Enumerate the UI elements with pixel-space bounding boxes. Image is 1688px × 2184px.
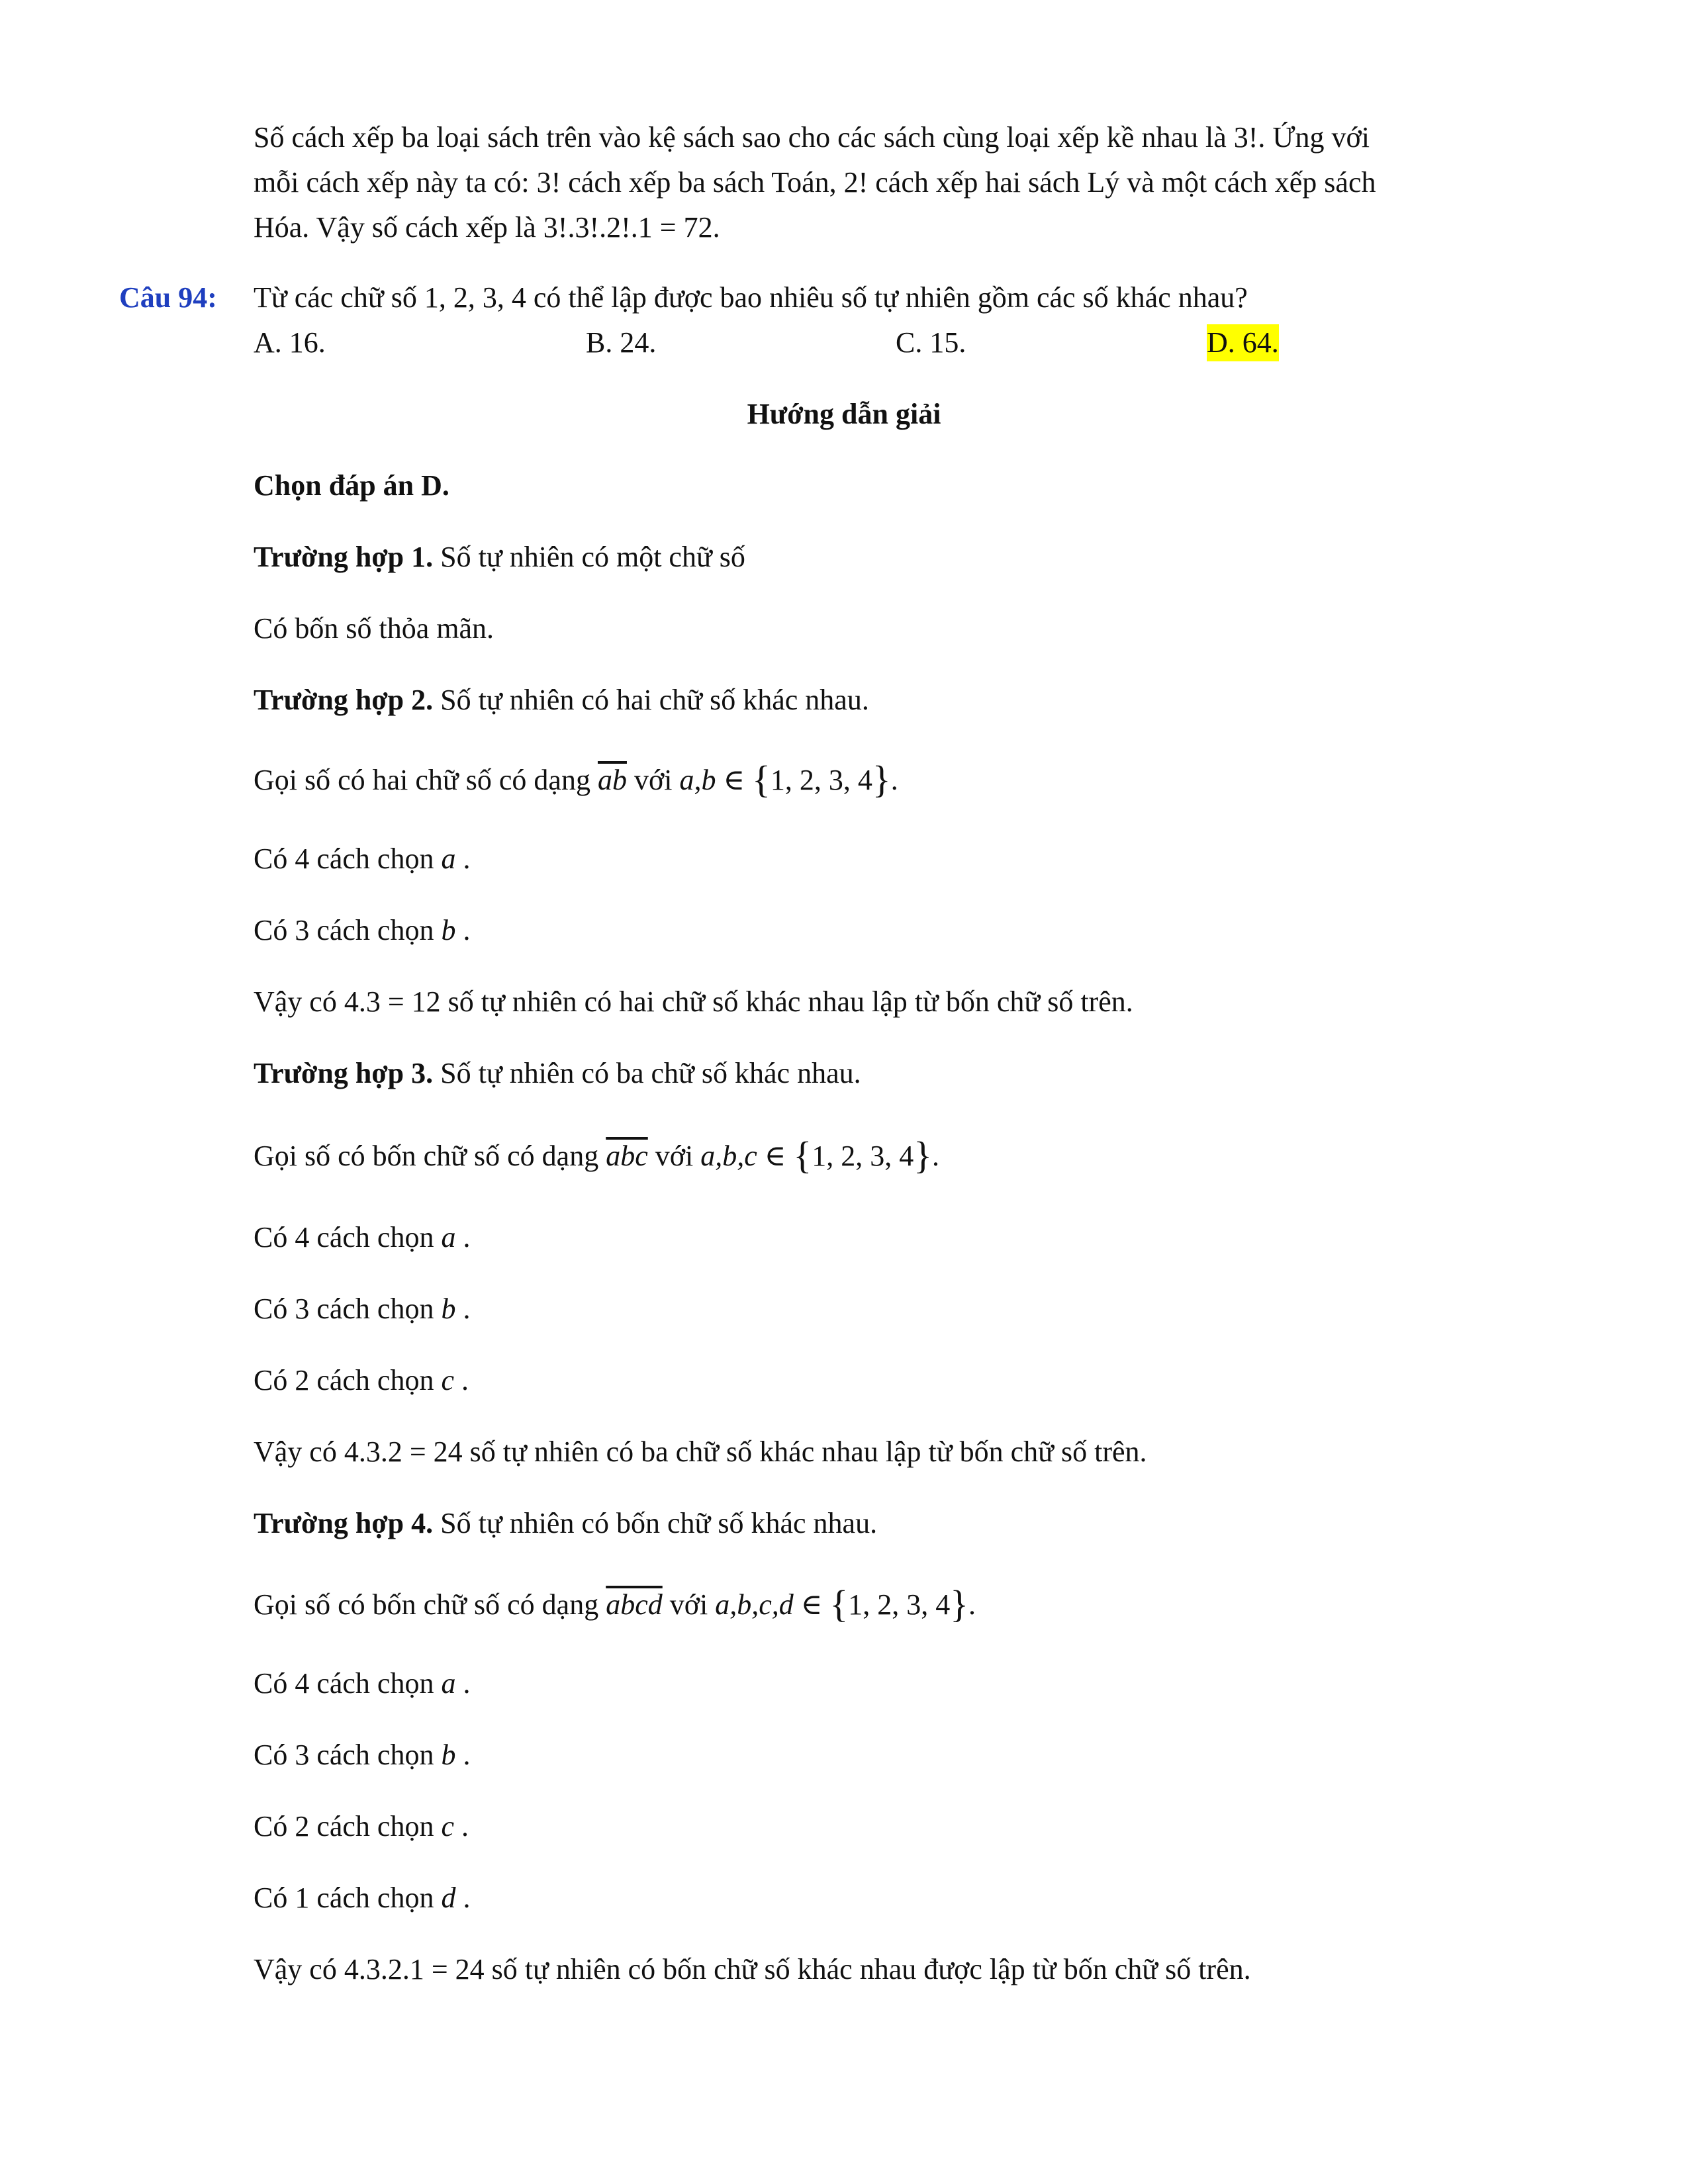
case-4-form-set: 1, 2, 3, 4: [848, 1588, 951, 1621]
answer-choice: Chọn đáp án D.: [254, 469, 449, 502]
case-4-title: Trường hợp 4.: [254, 1507, 434, 1539]
choice-text: Có 4 cách chọn: [254, 842, 442, 875]
choice-var: d: [441, 1882, 456, 1914]
case-2-form-vars: a,b: [679, 764, 716, 796]
choice-text: Có 3 cách chọn: [254, 914, 442, 946]
case-3-form-mid: với: [647, 1140, 701, 1172]
case-3-choice-2: Có 3 cách chọn b .: [254, 1293, 471, 1325]
case-4-form-pre: Gọi số có bốn chữ số có dạng: [254, 1588, 606, 1621]
case-1-title: Trường hợp 1.: [254, 541, 434, 573]
prev-solution-line-3: Hóa. Vậy số cách xếp là 3!.3!.2!.1 = 72.: [254, 211, 720, 244]
choice-text: Có 3 cách chọn: [254, 1293, 442, 1325]
choice-var: b: [441, 1739, 456, 1771]
choice-var: a: [441, 842, 456, 875]
case-3-form: Gọi số có bốn chữ số có dạng $\overline{abc}$ với a,b,c ∈ {1, 2, 3, 4}.: [254, 1134, 940, 1177]
case-1-line: Có bốn số thỏa mãn.: [254, 612, 494, 645]
choice-var: a: [441, 1221, 456, 1253]
conclusion-post: số tự nhiên có ba chữ số khác nhau lập từ bốn chữ số trên.: [462, 1435, 1147, 1468]
case-4-conclusion: [254, 1951, 1251, 1988]
case-3-form-var: $\overline{abc}$: [606, 1140, 648, 1172]
option-a: A. 16.: [254, 326, 326, 359]
case-2-desc: Số tự nhiên có hai chữ số khác nhau.: [433, 684, 869, 716]
conclusion-post: số tự nhiên có hai chữ số khác nhau lập từ bốn chữ số trên.: [440, 985, 1133, 1018]
case-2-form-var: $\overline{ab}$: [597, 764, 627, 796]
case-2-title: Trường hợp 2.: [254, 684, 434, 716]
choice-var: a: [441, 1667, 456, 1700]
case-2-header: [254, 682, 869, 719]
case-1-header: [254, 539, 745, 576]
case-2-form-mid: với: [626, 764, 680, 796]
case-4-desc: Số tự nhiên có bốn chữ số khác nhau.: [433, 1507, 878, 1539]
case-3-header: [254, 1055, 861, 1092]
case-4-choice-1: Có 4 cách chọn a .: [254, 1667, 471, 1700]
option-c: C. 15.: [896, 326, 966, 359]
case-2-form-set: 1, 2, 3, 4: [770, 764, 872, 796]
case-4-header: [254, 1505, 877, 1542]
case-3-form-set: 1, 2, 3, 4: [812, 1140, 914, 1172]
choice-text: Có 1 cách chọn: [254, 1882, 442, 1914]
solution-heading: Hướng dẫn giải: [747, 398, 941, 430]
option-d-correct: D. 64.: [1207, 324, 1279, 361]
question-label: Câu 94:: [119, 281, 217, 314]
conclusion-post: số tự nhiên có bốn chữ số khác nhau được lập từ bốn chữ số trên.: [484, 1953, 1251, 1985]
case-3-conclusion: [254, 1433, 1147, 1471]
case-4-choice-4: Có 1 cách chọn d .: [254, 1882, 471, 1914]
case-4-form-vars: a,b,c,d: [715, 1588, 794, 1621]
conclusion-expr: 4.3.2.1 = 24: [344, 1953, 485, 1985]
choice-text: Có 2 cách chọn: [254, 1810, 442, 1843]
case-3-title: Trường hợp 3.: [254, 1057, 434, 1089]
case-4-form: Gọi số có bốn chữ số có dạng abcd với a,b,c,d ∈ {1, 2, 3, 4}.: [254, 1582, 976, 1625]
option-b: B. 24.: [586, 326, 657, 359]
case-3-form-vars: a,b,c: [700, 1140, 757, 1172]
choice-var: b: [441, 1293, 456, 1325]
choice-text: Có 3 cách chọn: [254, 1739, 442, 1771]
case-2-choice-1: Có 4 cách chọn a .: [254, 842, 471, 875]
conclusion-pre: Vậy có: [254, 1435, 344, 1468]
case-3-desc: Số tự nhiên có ba chữ số khác nhau.: [433, 1057, 861, 1089]
case-2-choice-2: Có 3 cách chọn b .: [254, 914, 471, 946]
case-2-form-pre: Gọi số có hai chữ số có dạng: [254, 764, 598, 796]
choice-var: b: [441, 914, 456, 946]
case-3-choice-3: Có 2 cách chọn c .: [254, 1364, 469, 1396]
conclusion-pre: Vậy có: [254, 985, 344, 1018]
choice-text: Có 4 cách chọn: [254, 1221, 442, 1253]
case-1-desc: Số tự nhiên có một chữ số: [433, 541, 745, 573]
case-3-form-pre: Gọi số có bốn chữ số có dạng: [254, 1140, 606, 1172]
case-3-choice-1: Có 4 cách chọn a .: [254, 1221, 471, 1253]
case-4-form-mid: với: [662, 1588, 716, 1621]
prev-solution-line-1: Số cách xếp ba loại sách trên vào kệ sách sao cho các sách cùng loại xếp kề nhau là 3!. Ứng với: [254, 121, 1370, 154]
choice-var: c: [441, 1810, 454, 1843]
case-4-choice-2: Có 3 cách chọn b .: [254, 1739, 471, 1771]
question-text: Từ các chữ số 1, 2, 3, 4 có thể lập được bao nhiêu số tự nhiên gồm các số khác nhau?: [254, 281, 1248, 314]
conclusion-expr: 4.3 = 12: [344, 985, 441, 1018]
case-4-form-var: abcd: [606, 1588, 663, 1621]
case-2-form: Gọi số có hai chữ số có dạng $\overline{ab}$ với a,b ∈ {1, 2, 3, 4}.: [254, 758, 898, 801]
case-4-choice-3: Có 2 cách chọn c .: [254, 1810, 469, 1843]
choice-var: c: [441, 1364, 454, 1396]
conclusion-pre: Vậy có: [254, 1953, 344, 1985]
case-2-conclusion: [254, 983, 1133, 1021]
conclusion-expr: 4.3.2 = 24: [344, 1435, 463, 1468]
choice-text: Có 4 cách chọn: [254, 1667, 442, 1700]
choice-text: Có 2 cách chọn: [254, 1364, 442, 1396]
prev-solution-line-2: mỗi cách xếp này ta có: 3! cách xếp ba sách Toán, 2! cách xếp hai sách Lý và một cách xếp sách: [254, 166, 1376, 199]
